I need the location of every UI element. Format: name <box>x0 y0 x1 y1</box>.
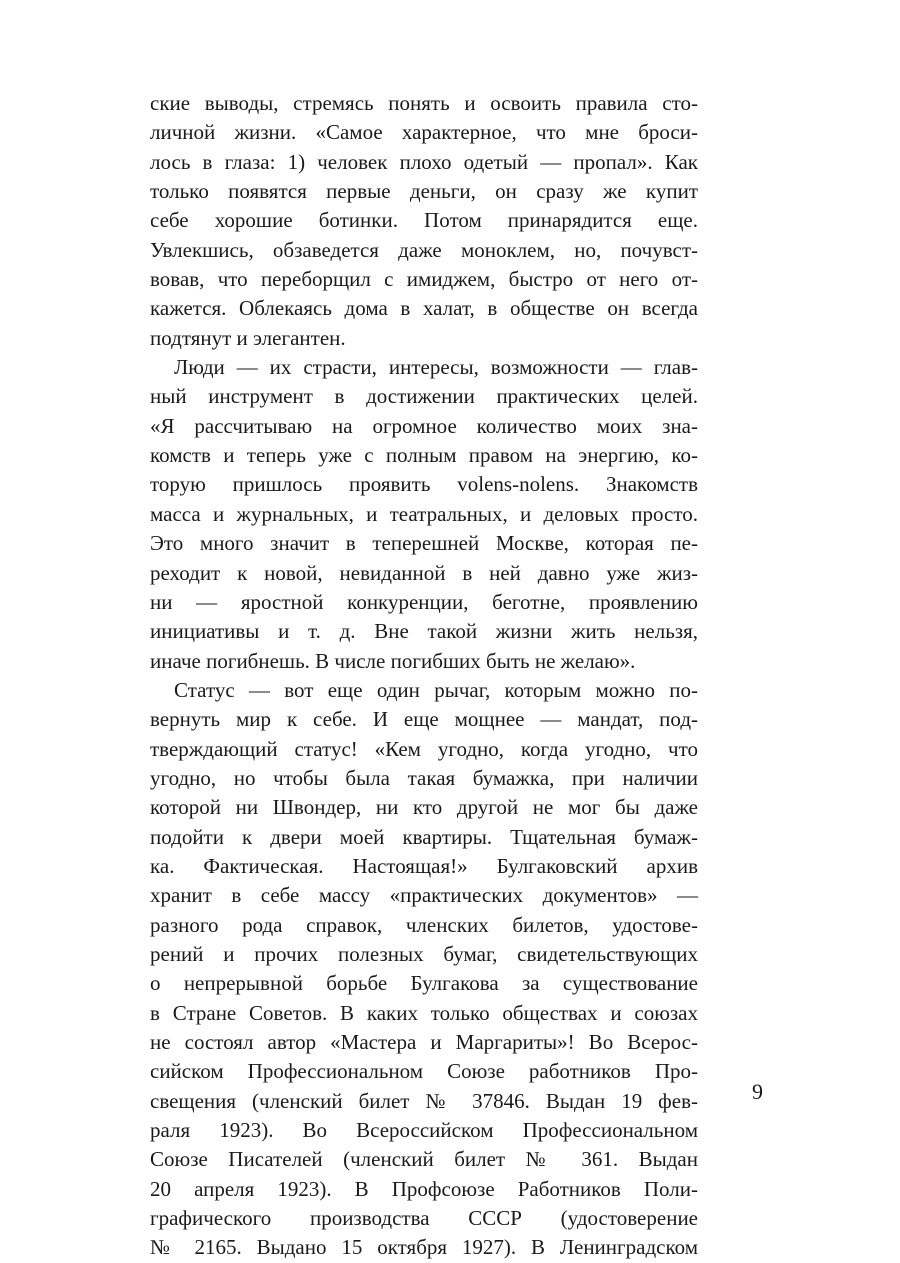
text-line: ни — яростной конкуренции, беготне, проявлению <box>150 589 698 614</box>
text-line: подойти к двери моей квартиры. Тщательная бумаж- <box>150 824 698 849</box>
text-line: тверждающий статус! «Кем угодно, когда угодно, что <box>150 736 698 761</box>
page-text <box>150 89 698 1263</box>
paragraph-1 <box>150 89 698 353</box>
text-line: «Я рассчитываю на огромное количество моих зна- <box>150 413 698 438</box>
text-line: подтянут и элегантен. <box>150 325 346 350</box>
text-line: вовав, что переборщил с имиджем, быстро от него от- <box>150 267 698 292</box>
text-line: Это много значит в теперешней Москве, которая пе- <box>150 531 698 556</box>
text-line: реходит к новой, невиданной в ней давно уже жиз- <box>150 560 698 585</box>
text-line: Увлекшись, обзаведется даже моноклем, но, почувст- <box>150 237 698 262</box>
text-line: № 2165. Выдано 15 октября 1927). В Ленинградском <box>150 1235 698 1260</box>
page-number: 9 <box>752 1079 763 1104</box>
text-line: торую пришлось проявить volens-nolens. Знакомств <box>150 472 698 497</box>
text-line: ный инструмент в достижении практических целей. <box>150 384 698 409</box>
text-line: ские выводы, стремясь понять и освоить правила сто- <box>150 91 698 115</box>
text-line: угодно, но чтобы была такая бумажка, при наличии <box>150 765 698 790</box>
text-line: о непрерывной борьбе Булгакова за существование <box>150 971 698 996</box>
text-line: сийском Профессиональном Союзе работников Про- <box>150 1059 698 1084</box>
text-line: не состоял автор «Мастера и Маргариты»! Во Всерос- <box>150 1030 698 1054</box>
paragraph-3 <box>150 676 698 1263</box>
text-line: Люди — их страсти, интересы, возможности — глав- <box>174 355 698 380</box>
paragraph-2 <box>150 353 698 676</box>
text-line: только появятся первые деньги, он сразу же купит <box>150 179 698 204</box>
text-line: комств и теперь уже с полным правом на энергию, ко- <box>150 443 698 468</box>
text-line: вернуть мир к себе. И еще мощнее — мандат, под- <box>150 707 698 732</box>
text-line: себе хорошие ботинки. Потом принарядится еще. <box>150 208 698 233</box>
text-line: хранит в себе массу «практических документов» — <box>150 883 698 908</box>
text-line: свещения (членский билет № 37846. Выдан 19 фев- <box>150 1088 698 1113</box>
text-line: инициативы и т. д. Вне такой жизни жить нельзя, <box>150 619 698 644</box>
text-line: ка. Фактическая. Настоящая!» Булгаковский архив <box>150 853 698 878</box>
text-line: разного рода справок, членских билетов, удостове- <box>150 912 698 937</box>
text-line: Статус — вот еще один рычаг, которым можно по- <box>174 677 698 702</box>
text-line: раля 1923). Во Всероссийском Профессиональном <box>150 1118 698 1143</box>
text-line: в Стране Советов. В каких только обществах и союзах <box>150 1000 698 1025</box>
text-line: иначе погибнешь. В числе погибших быть не желаю». <box>150 648 636 673</box>
text-line: рений и прочих полезных бумаг, свидетельствующих <box>150 941 698 966</box>
text-line: кажется. Облекаясь дома в халат, в обществе он всегда <box>150 296 698 321</box>
text-line: Союзе Писателей (членский билет № 361. Выдан <box>150 1147 698 1172</box>
text-line: которой ни Швондер, ни кто другой не мог бы даже <box>150 795 698 820</box>
text-line: масса и журнальных, и театральных, и деловых просто. <box>150 501 698 526</box>
text-line: лось в глаза: 1) человек плохо одетый — пропал». Как <box>150 149 698 174</box>
text-line: графического производства СССР (удостоверение <box>150 1206 698 1231</box>
text-line: личной жизни. «Самое характерное, что мне броси- <box>150 120 698 145</box>
text-line: 20 апреля 1923). В Профсоюзе Работников Поли- <box>150 1176 698 1201</box>
